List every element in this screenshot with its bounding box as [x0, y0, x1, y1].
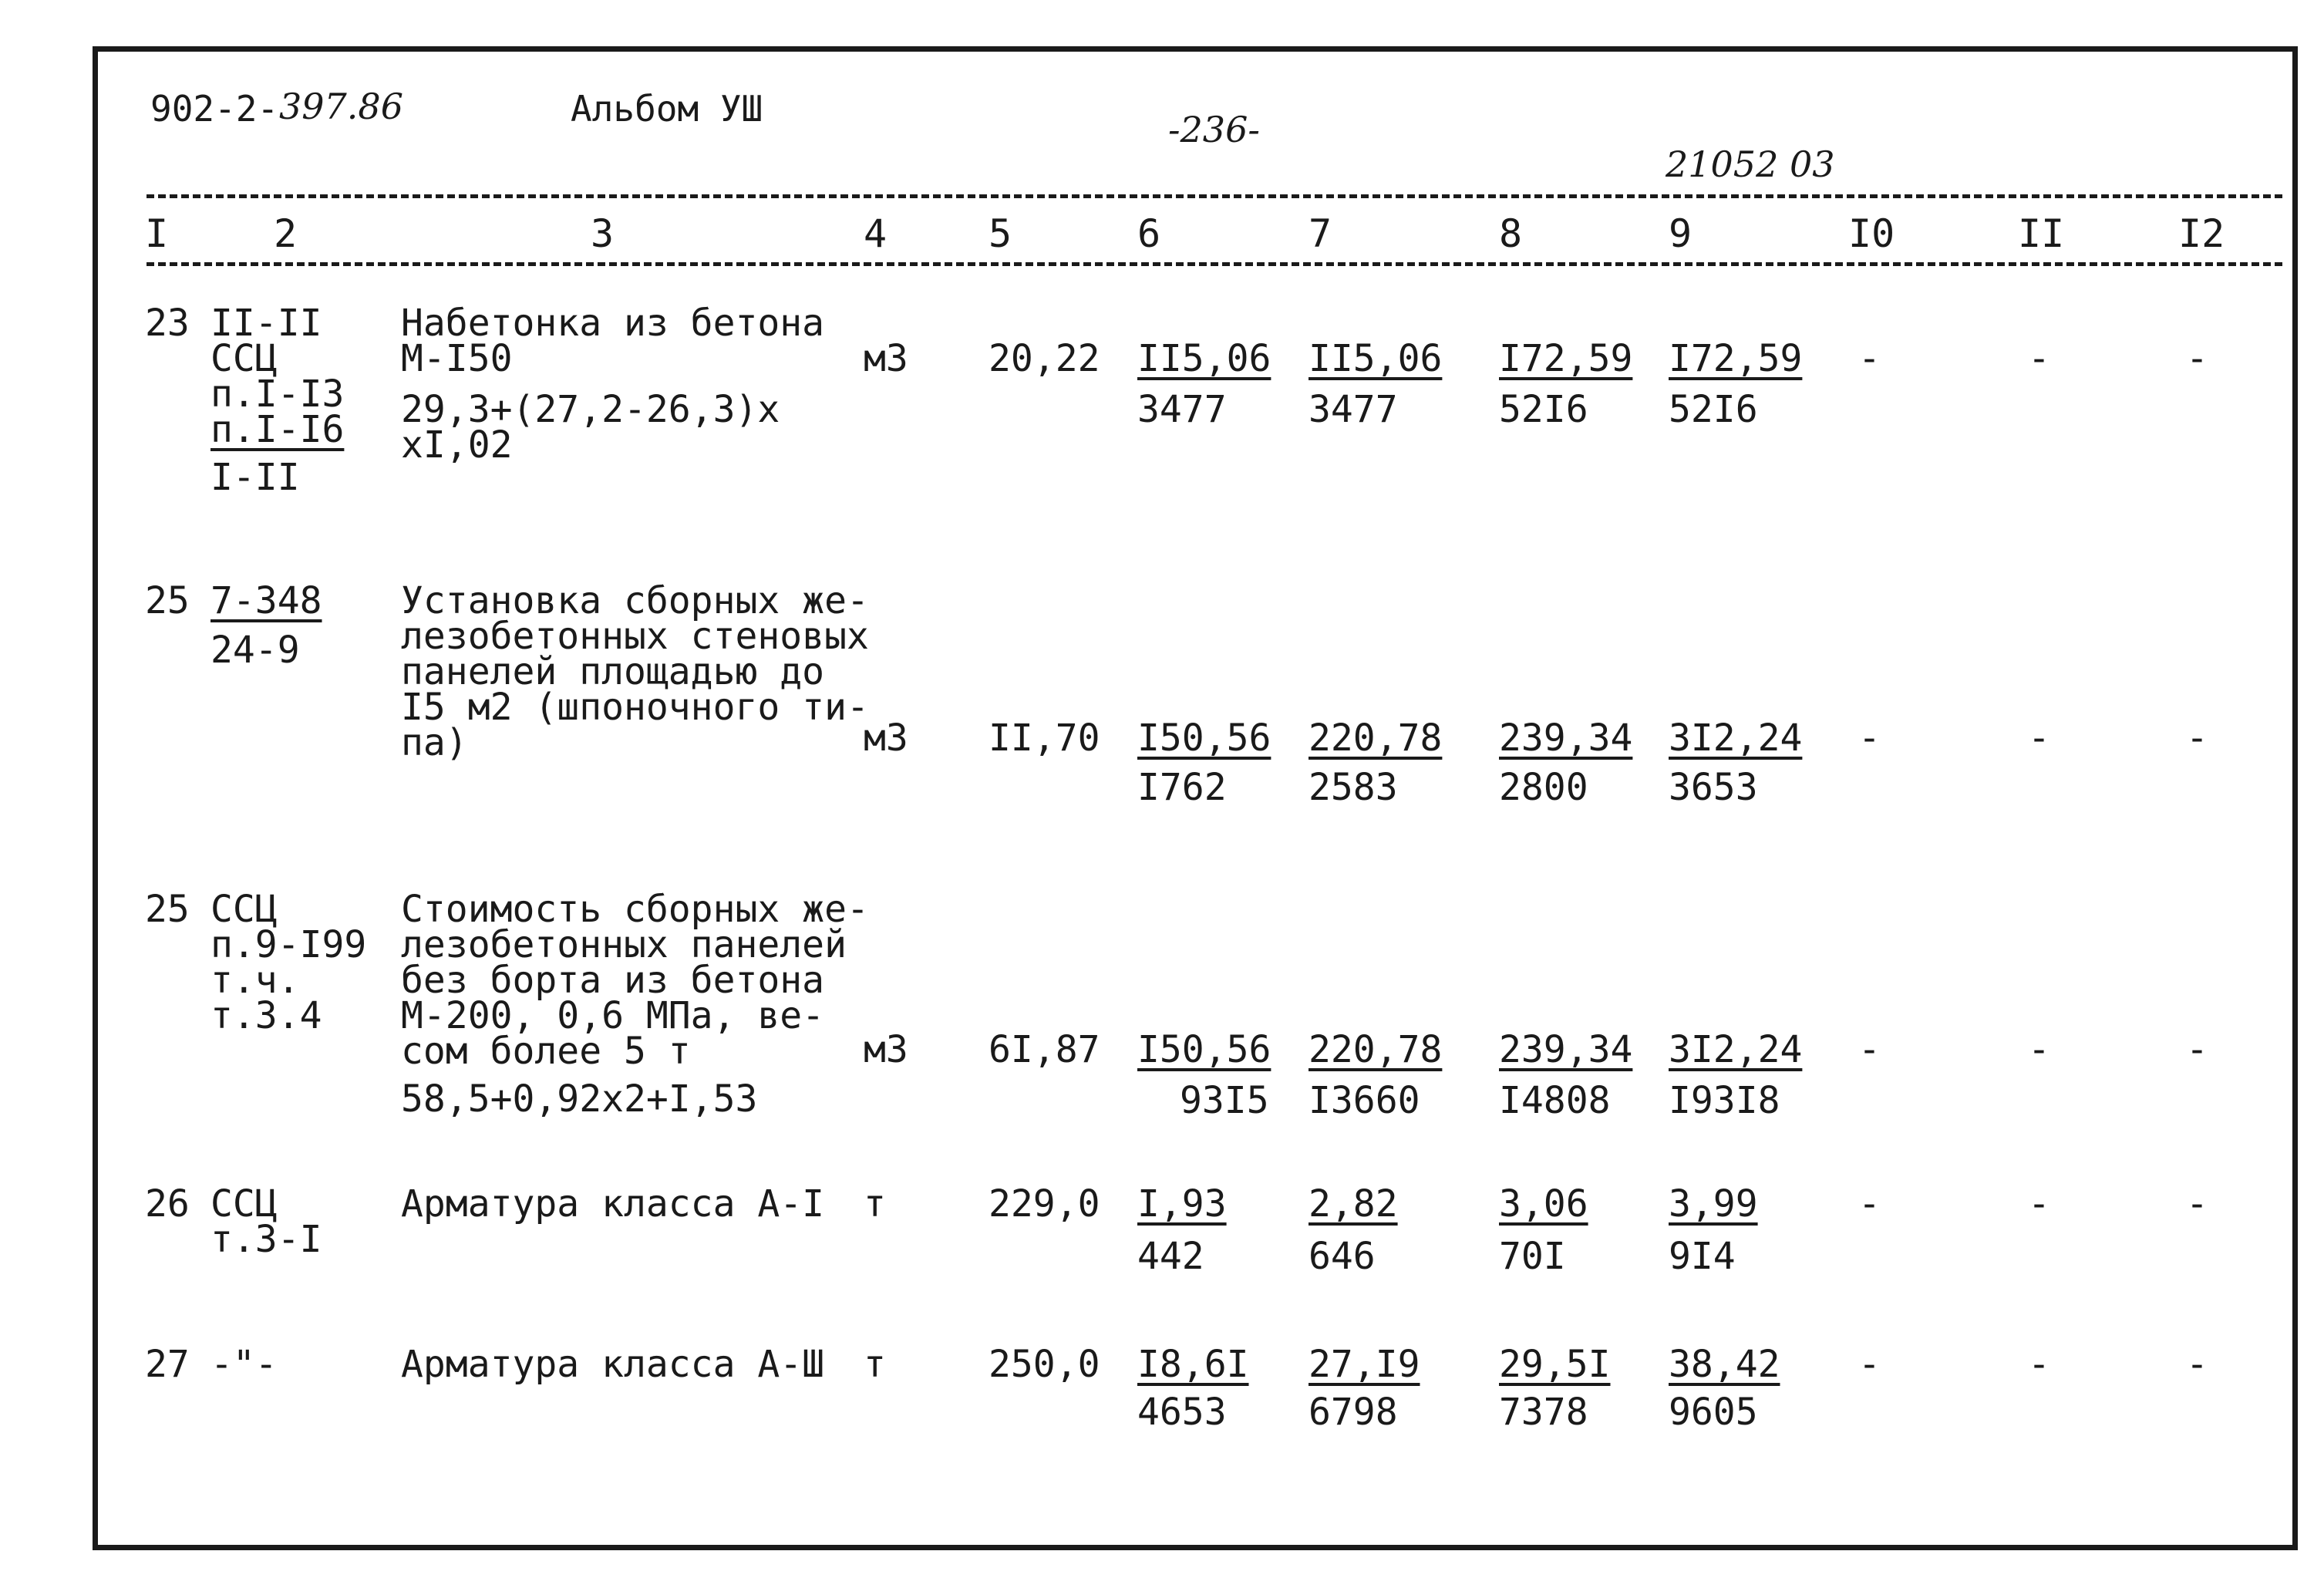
row-code-line: т.ч.: [211, 959, 300, 1002]
row-col7-value: 220,78: [1309, 1028, 1443, 1071]
row-col8-total: 52I6: [1499, 388, 1588, 431]
row-col8-value: 3,06: [1499, 1182, 1588, 1226]
row-unit: т: [864, 1182, 886, 1226]
column-header-4: 4: [864, 211, 887, 256]
row-col8-total: 7378: [1499, 1391, 1588, 1434]
row-col9-total: I93I8: [1669, 1079, 1780, 1122]
row-number: 26: [145, 1182, 190, 1226]
row-col6-value: I,93: [1137, 1182, 1227, 1226]
row-col11: -: [2028, 1182, 2050, 1226]
row-code-line: ССЦ: [211, 1182, 278, 1226]
album-title: Альбом УШ: [571, 88, 763, 130]
column-header-8: 8: [1499, 211, 1523, 256]
row-col12: -: [2186, 717, 2208, 760]
row-description: Установка сборных же- лезобетонных стеновых панелей площадью до I5 м2 (шпоночного ти- па): [401, 579, 869, 764]
row-description: Арматура класса А-Ш: [401, 1343, 825, 1386]
row-col10: -: [1858, 717, 1881, 760]
row-col7-value: 220,78: [1309, 717, 1443, 760]
row-col11: -: [2028, 717, 2050, 760]
row-col7-total: 2583: [1309, 766, 1398, 809]
row-col11: -: [2028, 337, 2050, 380]
row-code-line: ССЦ: [211, 337, 278, 380]
row-col10: -: [1858, 337, 1881, 380]
row-col9-total: 3653: [1669, 766, 1758, 809]
row-col9-value: 3,99: [1669, 1182, 1758, 1226]
row-formula: 58,5+0,92х2+I,53: [401, 1077, 758, 1121]
row-col6-total: I762: [1137, 766, 1227, 809]
page-number: -236-: [1168, 109, 1260, 150]
row-code-line: -"-: [211, 1343, 278, 1386]
column-header-9: 9: [1669, 211, 1692, 256]
row-col8-value: 29,5I: [1499, 1343, 1611, 1386]
row-description: Стоимость сборных же- лезобетонных панелей без борта из бетона М-200, 0,6 МПа, ве- сом более 5 т: [401, 888, 869, 1073]
row-col10: -: [1858, 1343, 1881, 1386]
row-quantity: 229,0: [989, 1182, 1100, 1226]
row-col6-value: I50,56: [1137, 717, 1271, 760]
row-col7-total: I3660: [1309, 1079, 1420, 1122]
row-col7-value: 27,I9: [1309, 1343, 1420, 1386]
column-header-2: 2: [274, 211, 298, 256]
header-bottom-rule: [147, 262, 2282, 266]
project-code-handwritten: 397.86: [279, 86, 403, 127]
row-code-line: ССЦ: [211, 888, 278, 931]
row-code-line: т.3.4: [211, 994, 322, 1037]
row-col8-total: 70I: [1499, 1235, 1566, 1278]
row-col9-value: 3I2,24: [1669, 717, 1803, 760]
row-quantity: 6I,87: [989, 1028, 1100, 1071]
row-col6-value: I50,56: [1137, 1028, 1271, 1071]
row-description: Набетонка из бетона М-I50: [401, 302, 825, 380]
document-number: 21052 03: [1666, 143, 1835, 185]
row-number: 27: [145, 1343, 190, 1386]
row-col12: -: [2186, 1028, 2208, 1071]
row-code-line: II-II: [211, 302, 322, 345]
row-col9-total: 9I4: [1669, 1235, 1736, 1278]
row-code-line: 7-348: [211, 579, 322, 622]
row-col8-value: I72,59: [1499, 337, 1633, 380]
row-col12: -: [2186, 337, 2208, 380]
column-header-10: I0: [1848, 211, 1895, 256]
column-header-11: II: [2018, 211, 2065, 256]
row-col9-total: 9605: [1669, 1391, 1758, 1434]
header-top-rule: [147, 194, 2282, 198]
row-col7-value: II5,06: [1309, 337, 1443, 380]
row-col12: -: [2186, 1343, 2208, 1386]
row-col6-total: 4653: [1137, 1391, 1227, 1434]
row-col6-total: 3477: [1137, 388, 1227, 431]
row-col11: -: [2028, 1343, 2050, 1386]
row-quantity: II,70: [989, 717, 1100, 760]
column-header-7: 7: [1309, 211, 1332, 256]
row-col6-total: 93I5: [1180, 1079, 1269, 1122]
row-code-line: 24-9: [211, 629, 300, 672]
row-code-line: п.9-I99: [211, 923, 367, 966]
row-formula: 29,3+(27,2-26,3)х хI,02: [401, 388, 780, 467]
row-number: 25: [145, 579, 190, 622]
row-col9-total: 52I6: [1669, 388, 1758, 431]
row-quantity: 250,0: [989, 1343, 1100, 1386]
row-unit: т: [864, 1343, 886, 1386]
column-header-5: 5: [989, 211, 1012, 256]
row-col7-value: 2,82: [1309, 1182, 1398, 1226]
row-code-line: I-II: [211, 456, 300, 499]
row-col9-value: 3I2,24: [1669, 1028, 1803, 1071]
row-col8-value: 239,34: [1499, 1028, 1633, 1071]
row-col7-total: 6798: [1309, 1391, 1398, 1434]
row-code-line: п.I-I6: [211, 408, 345, 451]
row-code-line: т.3-I: [211, 1218, 322, 1261]
column-header-1: I: [145, 211, 169, 256]
project-code-prefix: 902-2-: [150, 88, 279, 130]
row-unit: м3: [864, 337, 908, 380]
row-col6-value: I8,6I: [1137, 1343, 1249, 1386]
row-col12: -: [2186, 1182, 2208, 1226]
row-col7-total: 646: [1309, 1235, 1376, 1278]
row-col11: -: [2028, 1028, 2050, 1071]
row-col8-value: 239,34: [1499, 717, 1633, 760]
row-col8-total: 2800: [1499, 766, 1588, 809]
row-col9-value: I72,59: [1669, 337, 1803, 380]
row-unit: м3: [864, 717, 908, 760]
row-col9-value: 38,42: [1669, 1343, 1780, 1386]
column-header-6: 6: [1137, 211, 1161, 256]
row-code-line: п.I-I3: [211, 373, 345, 416]
row-col10: -: [1858, 1028, 1881, 1071]
row-col7-total: 3477: [1309, 388, 1398, 431]
row-col10: -: [1858, 1182, 1881, 1226]
row-col6-value: II5,06: [1137, 337, 1271, 380]
row-unit: м3: [864, 1028, 908, 1071]
row-number: 23: [145, 302, 190, 345]
column-header-12: I2: [2178, 211, 2225, 256]
row-description: Арматура класса А-I: [401, 1182, 825, 1226]
row-number: 25: [145, 888, 190, 931]
row-quantity: 20,22: [989, 337, 1100, 380]
column-header-3: 3: [591, 211, 615, 256]
row-col6-total: 442: [1137, 1235, 1204, 1278]
row-col8-total: I4808: [1499, 1079, 1611, 1122]
